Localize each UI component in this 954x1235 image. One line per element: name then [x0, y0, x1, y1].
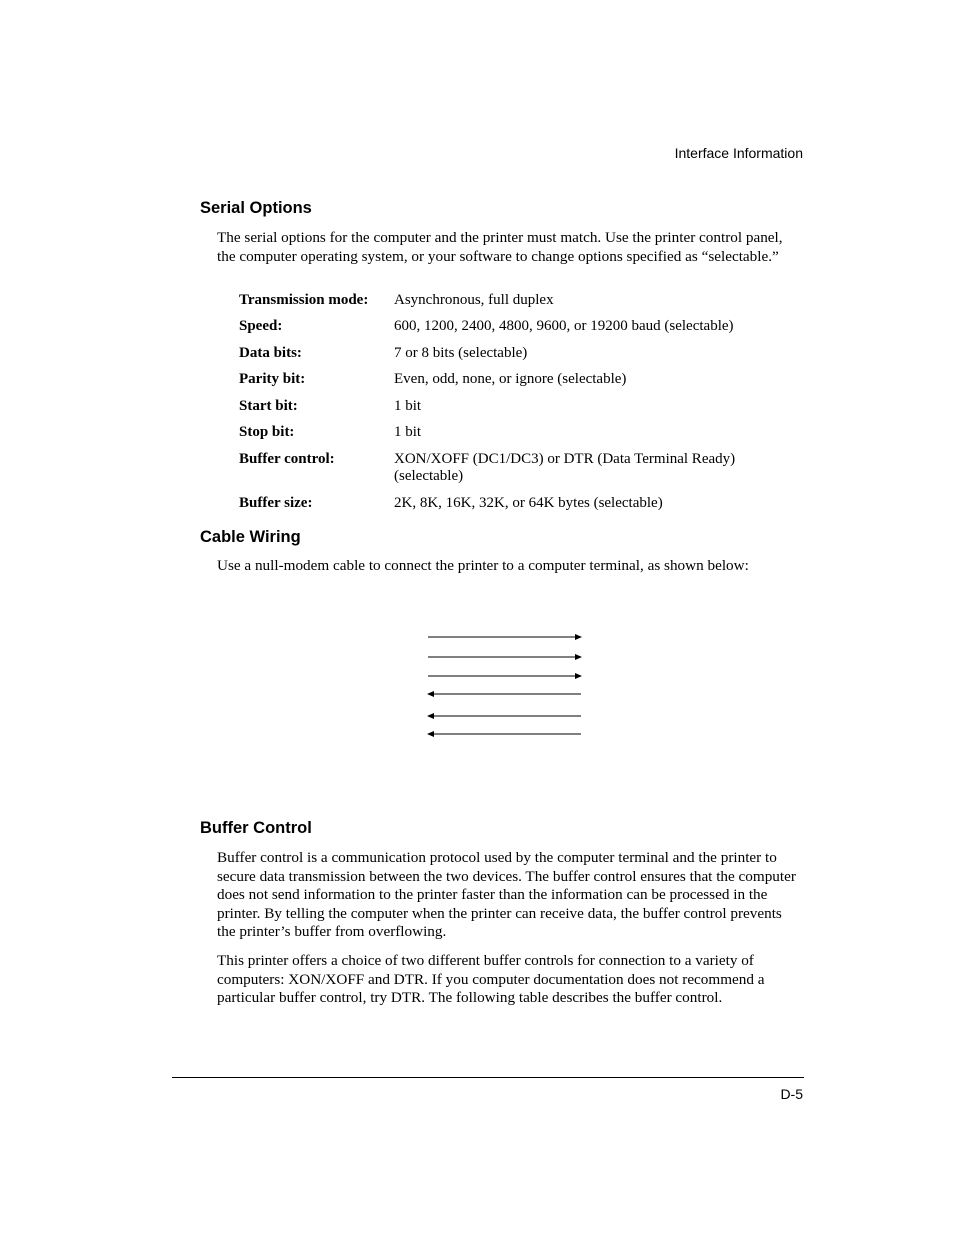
spec-value: XON/XOFF (DC1/DC3) or DTR (Data Terminal Ready) (selectable): [394, 451, 736, 484]
spec-label: Parity bit:: [239, 371, 306, 387]
signal-line-right: [428, 634, 582, 640]
spec-row-parity-bit: [239, 371, 799, 398]
signal-line-left: [427, 731, 581, 737]
spec-row-speed: [239, 318, 799, 345]
spec-value: Asynchronous, full duplex: [394, 292, 554, 308]
spec-value: 7 or 8 bits (selectable): [394, 345, 528, 361]
footer-rule: [172, 1077, 804, 1078]
serial-spec-table: [239, 292, 799, 521]
serial-options-intro: The serial options for the computer and the printer must match. Use the printer control panel, the computer operating system, or your software to change options specified as “selectable.”: [217, 229, 783, 265]
running-header: Interface Information: [674, 145, 803, 161]
spec-value: 2K, 8K, 16K, 32K, or 64K bytes (selectable): [394, 495, 663, 511]
spec-row-start-bit: [239, 398, 799, 424]
buffer-control-paragraph-2: This printer offers a choice of two different buffer controls for connection to a variety of computers: XON/XOFF and DTR. If you computer documentation does not recommend a particular buffer control, try DTR. The following table describes the buffer control.: [217, 952, 765, 1007]
spec-label: Stop bit:: [239, 424, 295, 440]
spec-value: 1 bit: [394, 398, 422, 414]
signal-line-right: [428, 673, 582, 679]
buffer-control-heading: Buffer Control: [200, 819, 312, 837]
signal-line-left: [427, 691, 581, 697]
arrowhead-left-icon: [427, 691, 434, 697]
spec-row-transmission-mode: [239, 292, 799, 318]
spec-label: Data bits:: [239, 345, 302, 361]
spec-row-stop-bit: [239, 424, 799, 451]
spec-row-buffer-control: [239, 451, 799, 495]
spec-row-buffer-size: [239, 495, 799, 521]
null-modem-wiring-diagram: [420, 625, 590, 745]
arrowhead-left-icon: [427, 731, 434, 737]
cable-wiring-heading: Cable Wiring: [200, 528, 301, 546]
spec-row-data-bits: [239, 345, 799, 371]
spec-label: Transmission mode:: [239, 292, 369, 308]
page-number: D-5: [780, 1086, 803, 1102]
spec-value: 600, 1200, 2400, 4800, 9600, or 19200 baud (selectable): [394, 318, 734, 334]
serial-options-heading: Serial Options: [200, 199, 312, 217]
buffer-control-paragraph-1: Buffer control is a communication protocol used by the computer terminal and the printer to secure data transmission between the two devices. The buffer control ensures that the computer does not send information to the printer faster than the information can be processed in the printer. By telling the computer when the printer can receive data, the buffer control prevents the printer’s buffer from overflowing.: [217, 849, 796, 941]
spec-label: Buffer size:: [239, 495, 313, 511]
spec-label: Speed:: [239, 318, 283, 334]
arrowhead-right-icon: [575, 673, 582, 679]
spec-label: Start bit:: [239, 398, 298, 414]
arrowhead-right-icon: [575, 654, 582, 660]
spec-label: Buffer control:: [239, 451, 335, 467]
signal-line-left: [427, 713, 581, 719]
arrowhead-right-icon: [575, 634, 582, 640]
spec-value: 1 bit: [394, 424, 422, 440]
cable-wiring-intro: Use a null-modem cable to connect the printer to a computer terminal, as shown below:: [217, 557, 749, 574]
spec-value: Even, odd, none, or ignore (selectable): [394, 371, 627, 387]
arrowhead-left-icon: [427, 713, 434, 719]
signal-line-right: [428, 654, 582, 660]
